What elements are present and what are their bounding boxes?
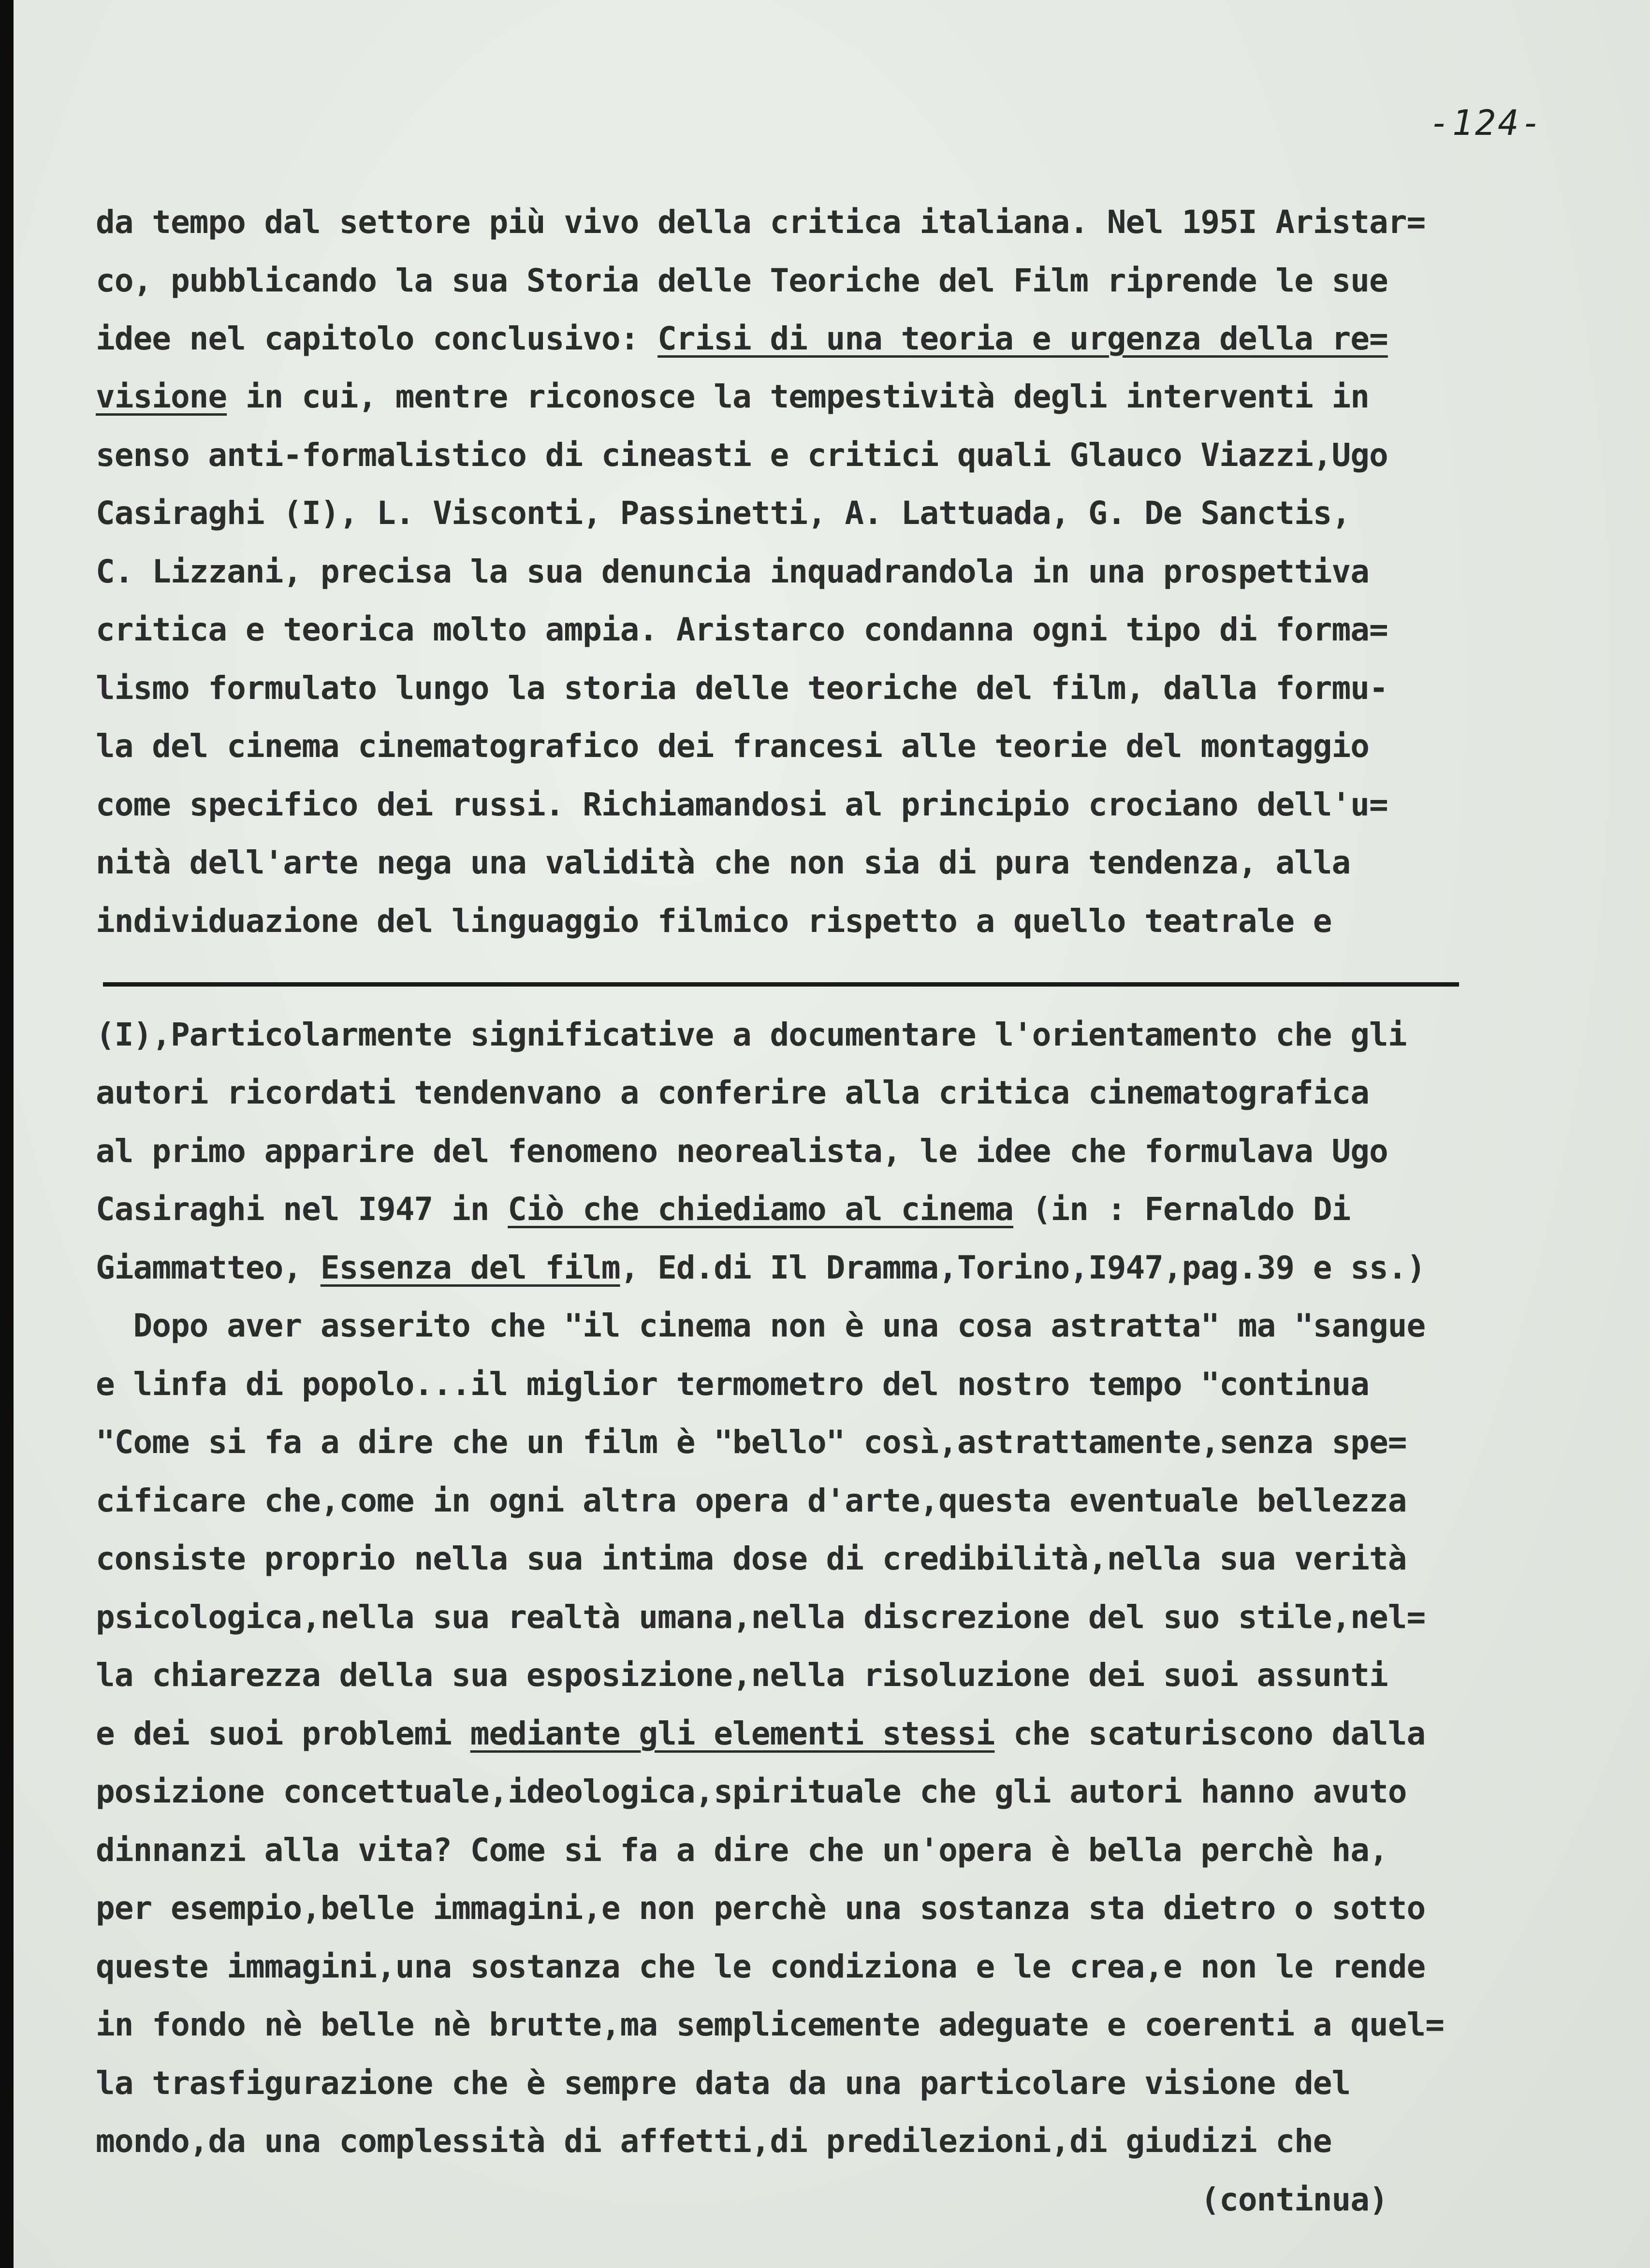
footnote-line [96, 1598, 1425, 1637]
body-line [96, 494, 1350, 533]
footnote-divider [103, 982, 1459, 987]
body-line [96, 552, 1369, 591]
text-run: al primo apparire del fenomeno neorealista, le idee che formulava Ugo [96, 1133, 1388, 1170]
text-run: e linfa di popolo...il miglior termometro del nostro tempo "continua [96, 1366, 1370, 1403]
text-run: dinnanzi alla vita? Come si fa a dire che un'opera è bella perchè ha, [96, 1832, 1388, 1869]
text-run: co, pubblicando la sua Storia delle Teoriche del Film riprende le sue [96, 262, 1388, 299]
footnote-line [96, 1948, 1425, 1986]
text-run: Casiraghi (I), L. Visconti, Passinetti, A. Lattuada, G. De Sanctis, [96, 494, 1351, 532]
underlined-title: Crisi di una teoria e urgenza della re= [657, 320, 1388, 357]
text-run: Giammatteo, [96, 1249, 321, 1286]
underlined-title: mediante gli elementi stessi [470, 1715, 995, 1752]
text-run: lismo formulato lungo la storia delle teoriche del film, dalla formu- [96, 669, 1388, 707]
footnote-line [96, 1016, 1406, 1054]
text-run: (continua) [96, 2181, 1388, 2218]
text-run: psicologica,nella sua realtà umana,nella discrezione del suo stile,nel= [96, 1599, 1426, 1636]
text-run: che scaturiscono dalla [994, 1715, 1426, 1752]
text-run: la trasfigurazione che è sempre data da una particolare visione del [96, 2064, 1351, 2102]
text-run: "Come si fa a dire che un film è "bello" così,astrattamente,senza spe= [96, 1424, 1407, 1461]
body-line [96, 843, 1350, 882]
text-run: queste immagini,una sostanza che le condiziona e le crea,e non le rende [96, 1948, 1426, 1985]
footnote-line [96, 2122, 1332, 2161]
text-run: mondo,da una complessità di affetti,di predilezioni,di giudizi che [96, 2123, 1332, 2160]
text-run: Casiraghi nel I947 in [96, 1191, 508, 1228]
body-line [96, 436, 1388, 475]
text-run: in cui, mentre riconosce la tempestività degli interventi in [227, 378, 1370, 415]
text-run: la del cinema cinematografico dei francesi alle teorie del montaggio [96, 727, 1370, 765]
document-page [14, 0, 1650, 2268]
text-run: individuazione del linguaggio filmico rispetto a quello teatrale e [96, 902, 1332, 940]
text-run: consiste proprio nella sua intima dose di credibilità,nella sua verità [96, 1540, 1407, 1577]
body-line [96, 320, 1388, 358]
underlined-title: visione [96, 378, 227, 415]
footnote-line [96, 2064, 1350, 2103]
text-run: cificare che,come in ogni altra opera d'arte,questa eventuale bellezza [96, 1482, 1407, 1519]
text-run: nità dell'arte nega una validità che non sia di pura tendenza, alla [96, 844, 1351, 881]
body-line [96, 611, 1388, 649]
text-run: (in : Fernaldo Di [1013, 1191, 1351, 1228]
footnote-line [96, 1074, 1369, 1112]
continua-note [96, 2181, 1388, 2219]
footnote-line [96, 1831, 1388, 1870]
footnote-line [96, 1365, 1369, 1404]
underlined-title: Essenza del film [320, 1249, 620, 1286]
footnote-line [96, 1889, 1425, 1928]
text-run: (I),Particolarmente significative a documentare l'orientamento che gli [96, 1016, 1407, 1053]
text-run: e dei suoi problemi [96, 1715, 470, 1752]
text-run: C. Lizzani, precisa la sua denuncia inquadrandola in una prospettiva [96, 553, 1370, 590]
underlined-title: Ciò che chiediamo al cinema [508, 1191, 1014, 1228]
text-run: autori ricordati tendenvano a conferire alla critica cinematografica [96, 1074, 1370, 1111]
text-run: la chiarezza della sua esposizione,nella risoluzione dei suoi assunti [96, 1657, 1388, 1694]
text-run: da tempo dal settore più vivo della critica italiana. Nel 195I Aristar= [96, 204, 1426, 241]
body-line [96, 785, 1388, 824]
body-line [96, 203, 1425, 242]
body-line [96, 727, 1369, 766]
footnote-line [96, 1190, 1350, 1229]
page-number: -124- [1429, 102, 1544, 143]
footnote-line [96, 1482, 1406, 1520]
text-run: senso anti-formalistico di cineasti e critici quali Glauco Viazzi,Ugo [96, 436, 1388, 474]
text-run: idee nel capitolo conclusivo: [96, 320, 658, 357]
footnote-line [96, 1132, 1388, 1171]
footnote-line [96, 1423, 1406, 1462]
body-line [96, 902, 1332, 941]
footnote-line [96, 1307, 1425, 1345]
text-run: come specifico dei russi. Richiamandosi al principio crociano dell'u= [96, 786, 1388, 823]
body-line [96, 262, 1388, 300]
body-line [96, 378, 1369, 416]
text-run: critica e teorica molto ampia. Aristarco condanna ogni tipo di forma= [96, 611, 1388, 648]
footnote-line [96, 1540, 1406, 1578]
text-run: per esempio,belle immagini,e non perchè una sostanza sta dietro o sotto [96, 1890, 1426, 1927]
text-run: Dopo aver asserito che "il cinema non è una cosa astratta" ma "sangue [96, 1307, 1426, 1344]
footnote-line [96, 1715, 1425, 1753]
text-run: in fondo nè belle nè brutte,ma semplicemente adeguate e coerenti a quel= [96, 2006, 1444, 2043]
footnote-line [96, 2006, 1444, 2044]
footnote-line [96, 1773, 1406, 1811]
text-run: posizione concettuale,ideologica,spirituale che gli autori hanno avuto [96, 1773, 1407, 1810]
footnote-line [96, 1656, 1388, 1695]
text-run: , Ed.di Il Dramma,Torino,I947,pag.39 e ss.) [620, 1249, 1426, 1286]
body-line [96, 669, 1388, 708]
footnote-line [96, 1249, 1425, 1287]
